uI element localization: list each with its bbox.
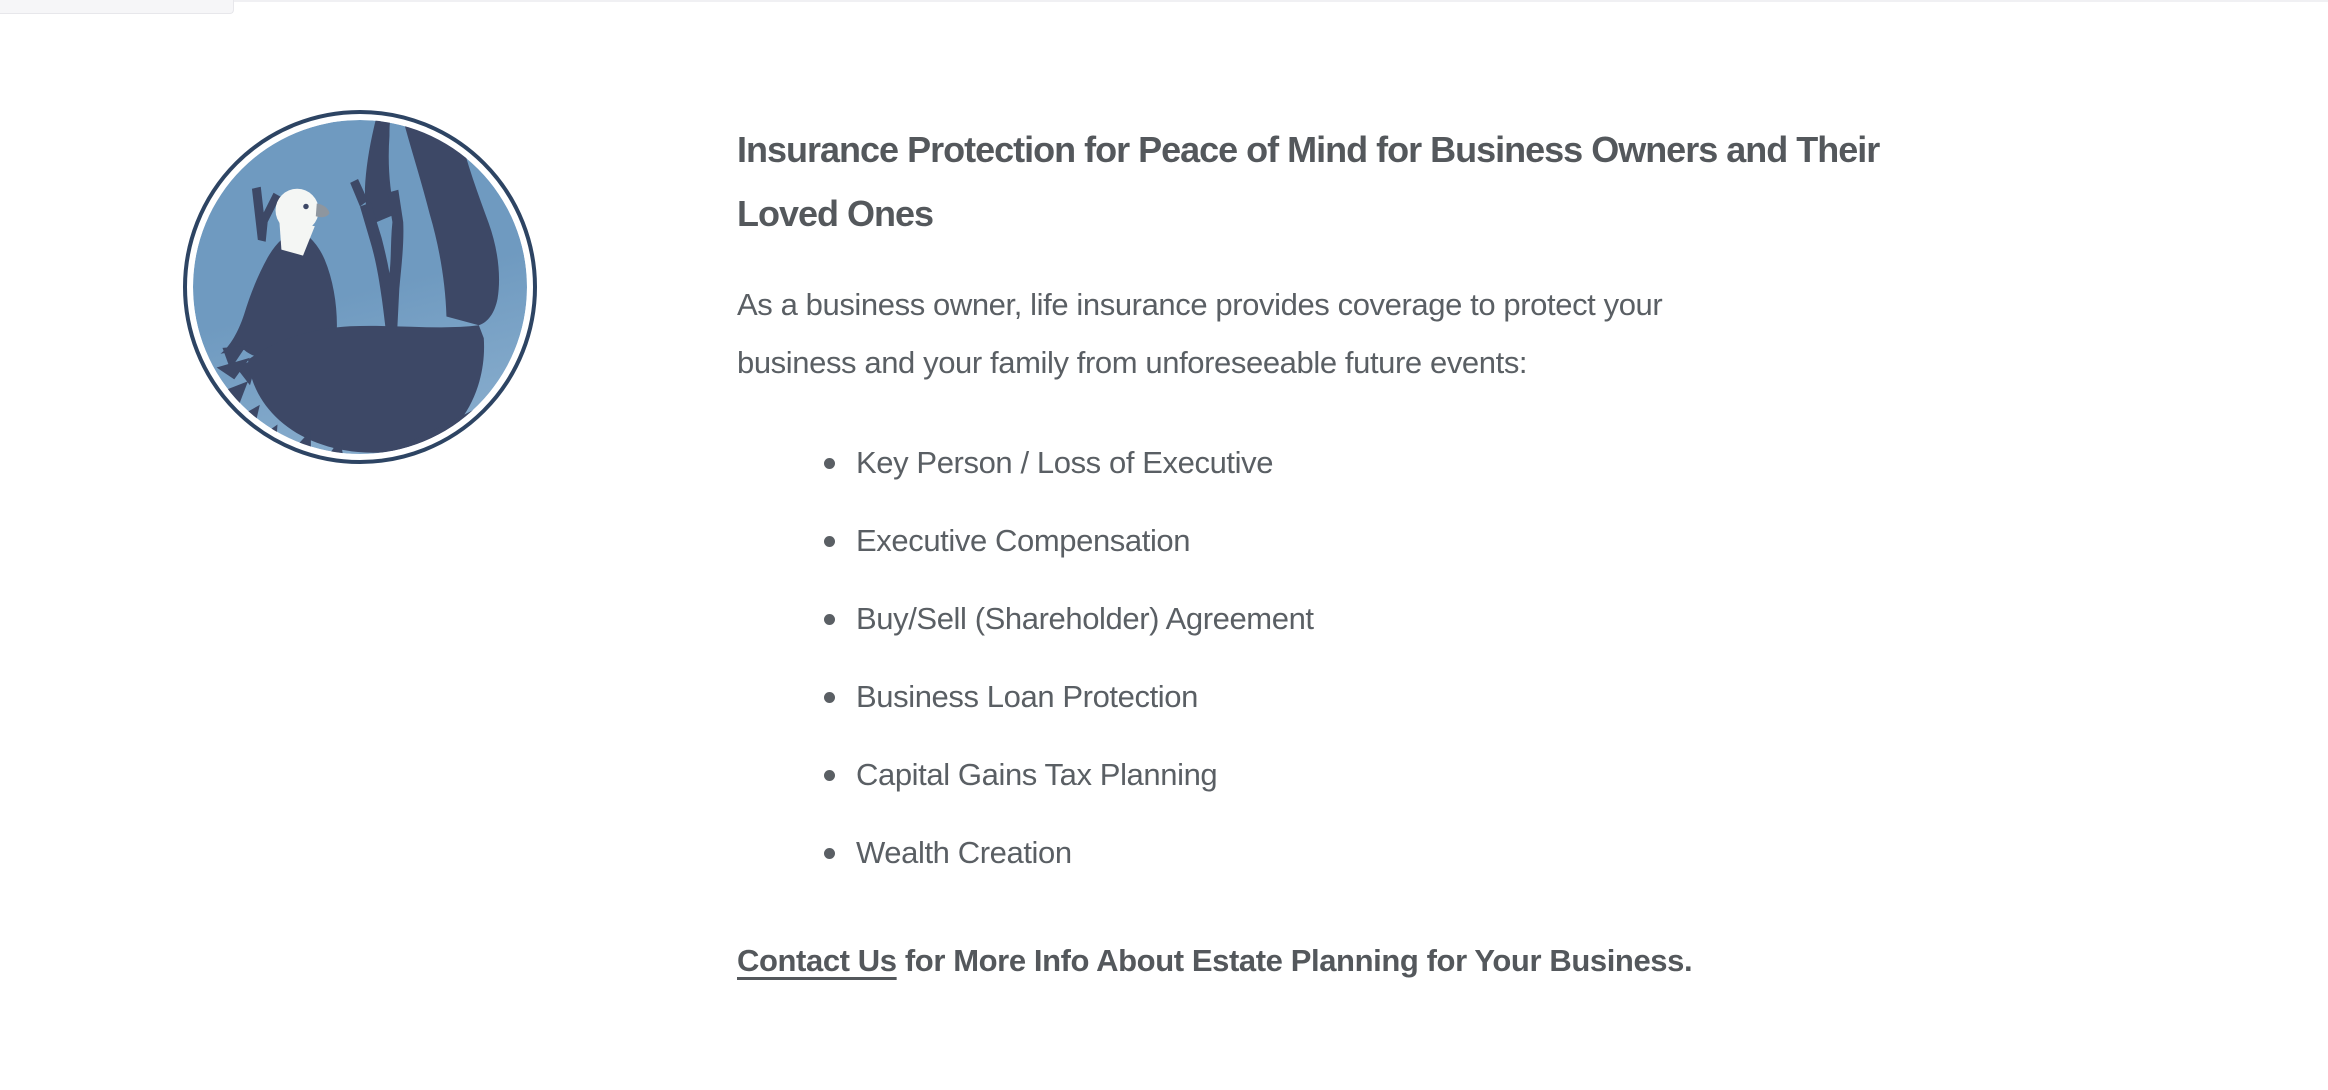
contact-cta: [737, 940, 1917, 982]
top-edge-line: [0, 0, 2328, 2]
list-item-label: Business Loan Protection: [856, 679, 1198, 714]
list-item: [737, 502, 1917, 580]
list-item: [737, 424, 1917, 502]
intro-paragraph: [737, 276, 1917, 392]
list-item-label: Capital Gains Tax Planning: [856, 757, 1218, 792]
bullet-dot: [824, 614, 835, 625]
benefits-list: [737, 424, 1917, 892]
bullet-dot: [824, 458, 835, 469]
bullet-dot: [824, 770, 835, 781]
list-item: [737, 736, 1917, 814]
intro-line1: As a business owner, life insurance provides coverage to protect your: [737, 287, 1663, 322]
main-content: [737, 118, 1917, 982]
bullet-dot: [824, 692, 835, 703]
bullet-dot: [824, 848, 835, 859]
contact-us-link[interactable]: Contact Us: [737, 943, 897, 978]
intro-line2: business and your family from unforeseeable future events:: [737, 345, 1528, 380]
list-item-label: Executive Compensation: [856, 523, 1191, 558]
list-item-label: Wealth Creation: [856, 835, 1072, 870]
page-title: [737, 118, 1917, 246]
list-item: [737, 658, 1917, 736]
eagle-nest-logo-icon: [193, 120, 527, 454]
eagle-nest-logo: [183, 110, 537, 464]
page-title-line1: Insurance Protection for Peace of Mind for Business Owners and Their: [737, 129, 1880, 170]
list-item: [737, 814, 1917, 892]
page-title-line2: Loved Ones: [737, 193, 934, 234]
list-item: [737, 580, 1917, 658]
browser-corner-tab: [0, 0, 234, 14]
list-item-label: Key Person / Loss of Executive: [856, 445, 1274, 480]
bullet-dot: [824, 536, 835, 547]
list-item-label: Buy/Sell (Shareholder) Agreement: [856, 601, 1314, 636]
contact-cta-rest: for More Info About Estate Planning for Your Business.: [896, 943, 1693, 978]
